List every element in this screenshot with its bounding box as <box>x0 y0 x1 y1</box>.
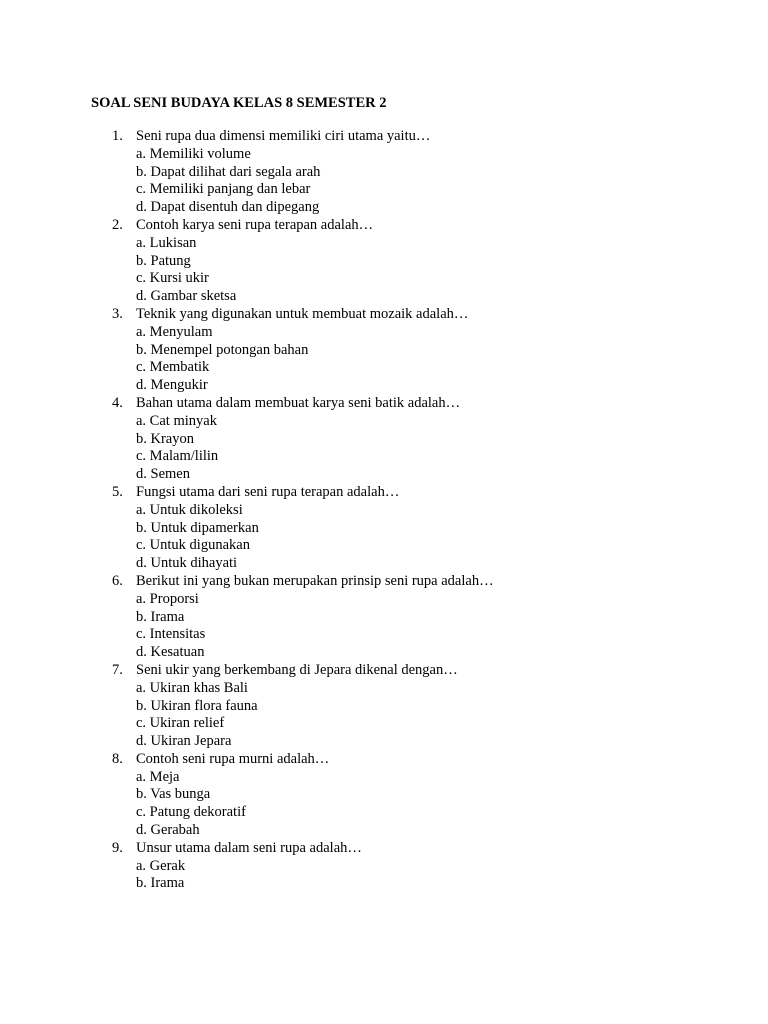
answer-options <box>0 235 768 306</box>
question-list <box>0 128 768 893</box>
question-text: Bahan utama dalam membuat karya seni batik adalah… <box>136 394 461 411</box>
question-line <box>0 484 768 502</box>
question-item <box>0 662 768 751</box>
answer-option: a. Menyulam <box>136 323 213 340</box>
answer-options <box>0 680 768 751</box>
answer-option: b. Dapat dilihat dari segala arah <box>136 163 321 180</box>
question-text: Contoh seni rupa murni adalah… <box>136 750 330 767</box>
question-item <box>0 751 768 840</box>
question-line <box>0 217 768 235</box>
answer-option: a. Lukisan <box>136 234 197 251</box>
question-item <box>0 573 768 662</box>
answer-options <box>0 769 768 840</box>
question-number: 9. <box>112 839 123 856</box>
answer-option: a. Untuk dikoleksi <box>136 501 243 518</box>
question-number: 4. <box>112 394 123 411</box>
question-number: 2. <box>112 216 123 233</box>
answer-option: d. Ukiran Jepara <box>136 733 232 750</box>
answer-options <box>0 858 768 894</box>
answer-option: b. Untuk dipamerkan <box>136 519 259 536</box>
question-text: Seni rupa dua dimensi memiliki ciri utama yaitu… <box>136 128 431 144</box>
answer-option: a. Proporsi <box>136 590 199 607</box>
question-item <box>0 128 768 217</box>
answer-option: b. Patung <box>136 252 191 269</box>
answer-options <box>0 146 768 217</box>
question-text: Fungsi utama dari seni rupa terapan adalah… <box>136 483 400 500</box>
answer-option: c. Intensitas <box>136 626 206 643</box>
question-line <box>0 128 768 146</box>
question-text: Unsur utama dalam seni rupa adalah… <box>136 839 362 856</box>
answer-option: b. Irama <box>136 875 185 892</box>
answer-option: b. Ukiran flora fauna <box>136 697 258 714</box>
question-text: Seni ukir yang berkembang di Jepara dikenal dengan… <box>136 661 458 678</box>
question-item <box>0 840 768 893</box>
question-line <box>0 573 768 591</box>
question-number: 7. <box>112 661 123 678</box>
answer-option: a. Memiliki volume <box>136 145 251 162</box>
question-line <box>0 662 768 680</box>
answer-option: c. Patung dekoratif <box>136 804 246 821</box>
answer-options <box>0 324 768 395</box>
answer-option: b. Vas bunga <box>136 786 211 803</box>
answer-options <box>0 591 768 662</box>
question-item <box>0 395 768 484</box>
question-number: 3. <box>112 305 123 322</box>
question-item <box>0 484 768 573</box>
answer-option: c. Ukiran relief <box>136 715 225 732</box>
answer-options <box>0 502 768 573</box>
answer-option: d. Semen <box>136 466 190 483</box>
answer-option: d. Dapat disentuh dan dipegang <box>136 199 320 216</box>
answer-option: c. Membatik <box>136 359 210 376</box>
answer-option: b. Menempel potongan bahan <box>136 341 309 358</box>
answer-option: c. Memiliki panjang dan lebar <box>136 181 311 198</box>
question-text: Teknik yang digunakan untuk membuat mozaik adalah… <box>136 305 469 322</box>
answer-option: a. Cat minyak <box>136 412 217 429</box>
question-number: 1. <box>112 128 123 144</box>
question-line <box>0 751 768 769</box>
question-number: 5. <box>112 483 123 500</box>
question-number: 6. <box>112 572 123 589</box>
question-text: Berikut ini yang bukan merupakan prinsip seni rupa adalah… <box>136 572 494 589</box>
answer-option: d. Gambar sketsa <box>136 288 237 305</box>
answer-options <box>0 413 768 484</box>
question-line <box>0 395 768 413</box>
question-number: 8. <box>112 750 123 767</box>
answer-option: d. Kesatuan <box>136 644 205 661</box>
answer-option: b. Krayon <box>136 430 194 447</box>
page-title: SOAL SENI BUDAYA KELAS 8 SEMESTER 2 <box>91 95 387 111</box>
question-text: Contoh karya seni rupa terapan adalah… <box>136 216 374 233</box>
question-line <box>0 840 768 858</box>
answer-option: a. Ukiran khas Bali <box>136 679 248 696</box>
answer-option: d. Gerabah <box>136 822 200 839</box>
question-line <box>0 306 768 324</box>
answer-option: a. Meja <box>136 768 180 785</box>
answer-option: b. Irama <box>136 608 185 625</box>
answer-option: c. Malam/lilin <box>136 448 219 465</box>
answer-option: c. Kursi ukir <box>136 270 209 287</box>
question-item <box>0 217 768 306</box>
question-item <box>0 306 768 395</box>
answer-option: d. Untuk dihayati <box>136 555 238 572</box>
answer-option: d. Mengukir <box>136 377 208 394</box>
answer-option: a. Gerak <box>136 857 186 874</box>
answer-option: c. Untuk digunakan <box>136 537 250 554</box>
